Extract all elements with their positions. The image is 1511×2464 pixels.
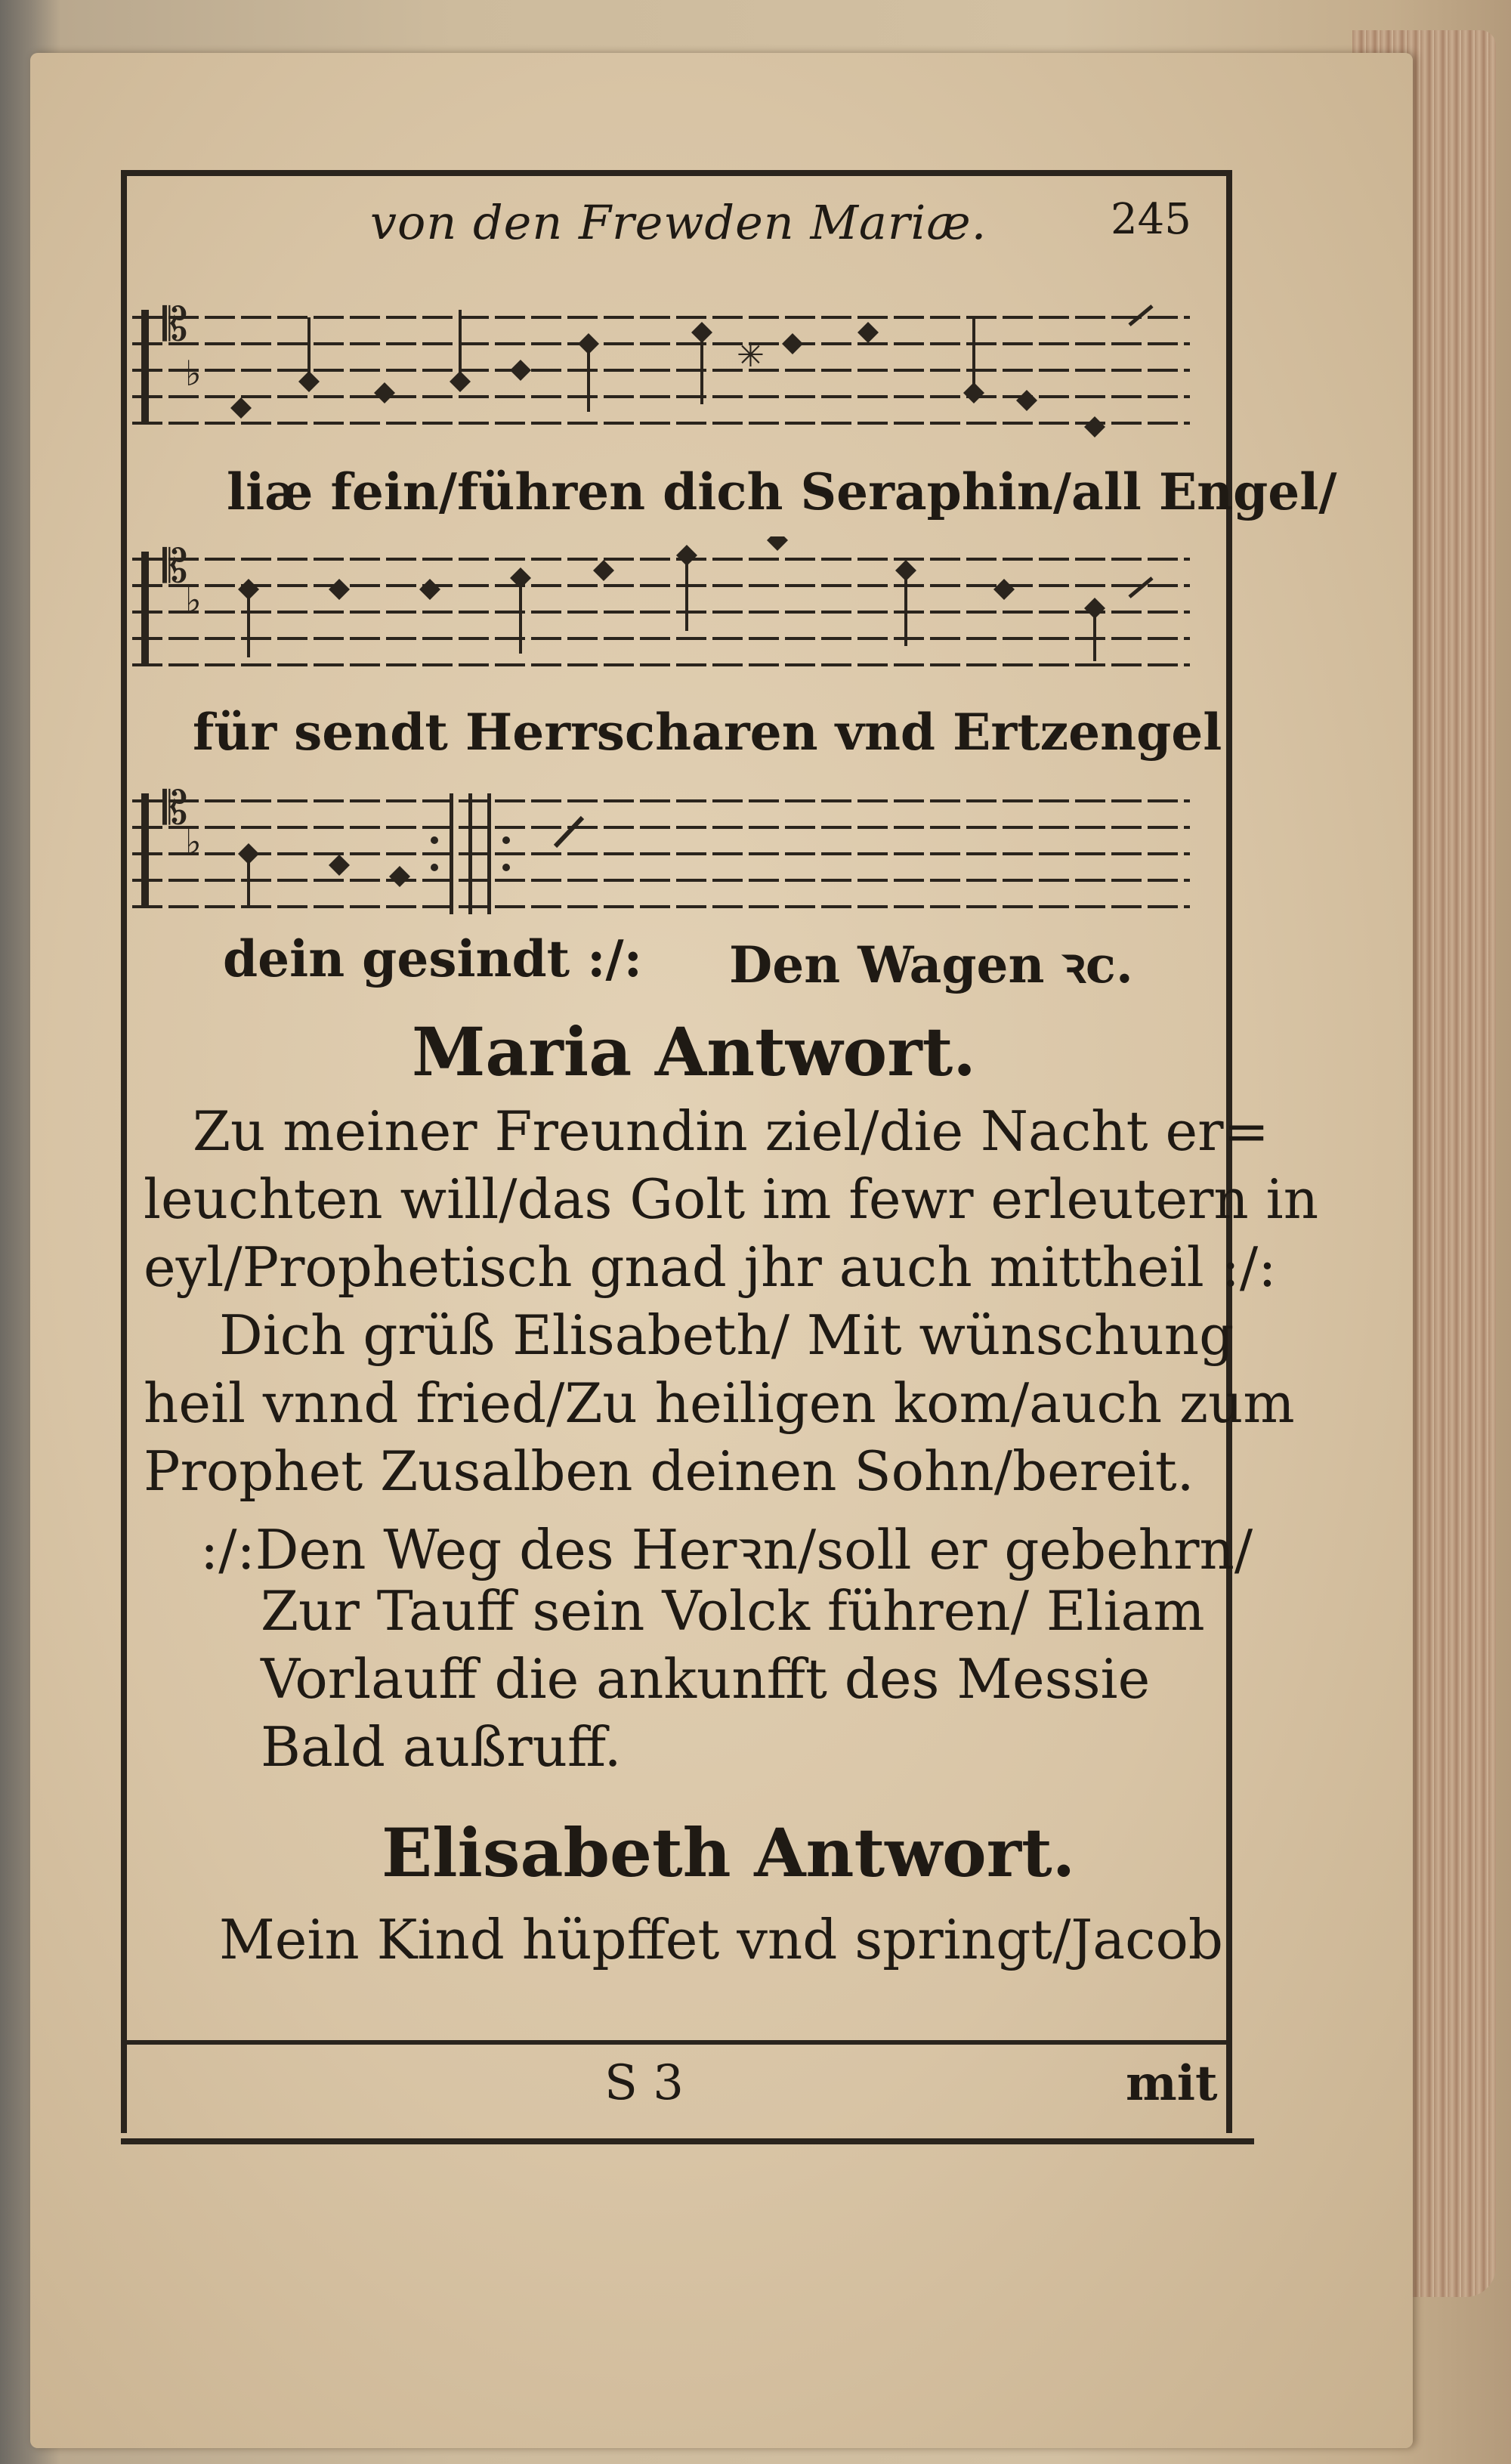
music-staff-2: [132, 536, 1205, 688]
svg-text:♭: ♭: [185, 353, 202, 394]
music-staff-3: [132, 778, 1205, 929]
section-heading-maria: Maria Antwort.: [412, 1012, 976, 1091]
text-line: Zu meiner Freundin ziel/die Nacht er=: [193, 1099, 1269, 1163]
text-line: Zur Tauff sein Volck führen/ Eliam: [261, 1579, 1205, 1643]
text-line: :/:Den Weg des Herꝛn/soll er gebehrn/: [200, 1518, 1253, 1581]
svg-text:✳: ✳: [737, 336, 765, 375]
text-line: heil vnnd fried/Zu heiligen kom/auch zum: [144, 1371, 1295, 1435]
page-number: 245: [1111, 195, 1191, 244]
lyric-line-4: Den Wagen ꝛc.: [729, 935, 1133, 994]
lyric-line-3: dein gesindt :/:: [223, 929, 642, 988]
text-line: Prophet Zusalben deinen Sohn/bereit.: [144, 1439, 1194, 1503]
text-line: Dich grüß Elisabeth/ Mit wünschung: [219, 1303, 1234, 1367]
lyric-line-1: liæ fein/führen dich Seraphin/all Engel/: [227, 462, 1337, 521]
text-line: leuchten will/das Golt im fewr erleutern in: [144, 1167, 1319, 1231]
text-line: Vorlauff die ankunfft des Messie: [261, 1647, 1151, 1711]
lyric-line-2: für sendt Herrscharen vnd Ertzengel: [193, 703, 1222, 762]
section-heading-elisabeth: Elisabeth Antwort.: [382, 1813, 1076, 1892]
svg-text:𝄡: 𝄡: [162, 540, 188, 593]
lower-rule: [121, 2138, 1254, 2144]
svg-text:♭: ♭: [185, 821, 202, 862]
text-line: Mein Kind hüpffet vnd springt/Jacob: [219, 1908, 1223, 1971]
catchword: mit: [1126, 2055, 1218, 2112]
bottom-rule: [121, 2040, 1232, 2045]
signature-mark: S 3: [604, 2055, 684, 2111]
music-staff-1: [132, 295, 1205, 446]
text-line: eyl/Prophetisch gnad jhr auch mittheil :/:: [144, 1235, 1277, 1299]
text-line: Bald außruff.: [261, 1715, 622, 1779]
svg-text:♭: ♭: [185, 580, 202, 620]
svg-text:𝄡: 𝄡: [162, 782, 188, 835]
svg-text:𝄡: 𝄡: [162, 298, 188, 351]
running-head: von den Frewden Mariæ.: [370, 195, 987, 250]
